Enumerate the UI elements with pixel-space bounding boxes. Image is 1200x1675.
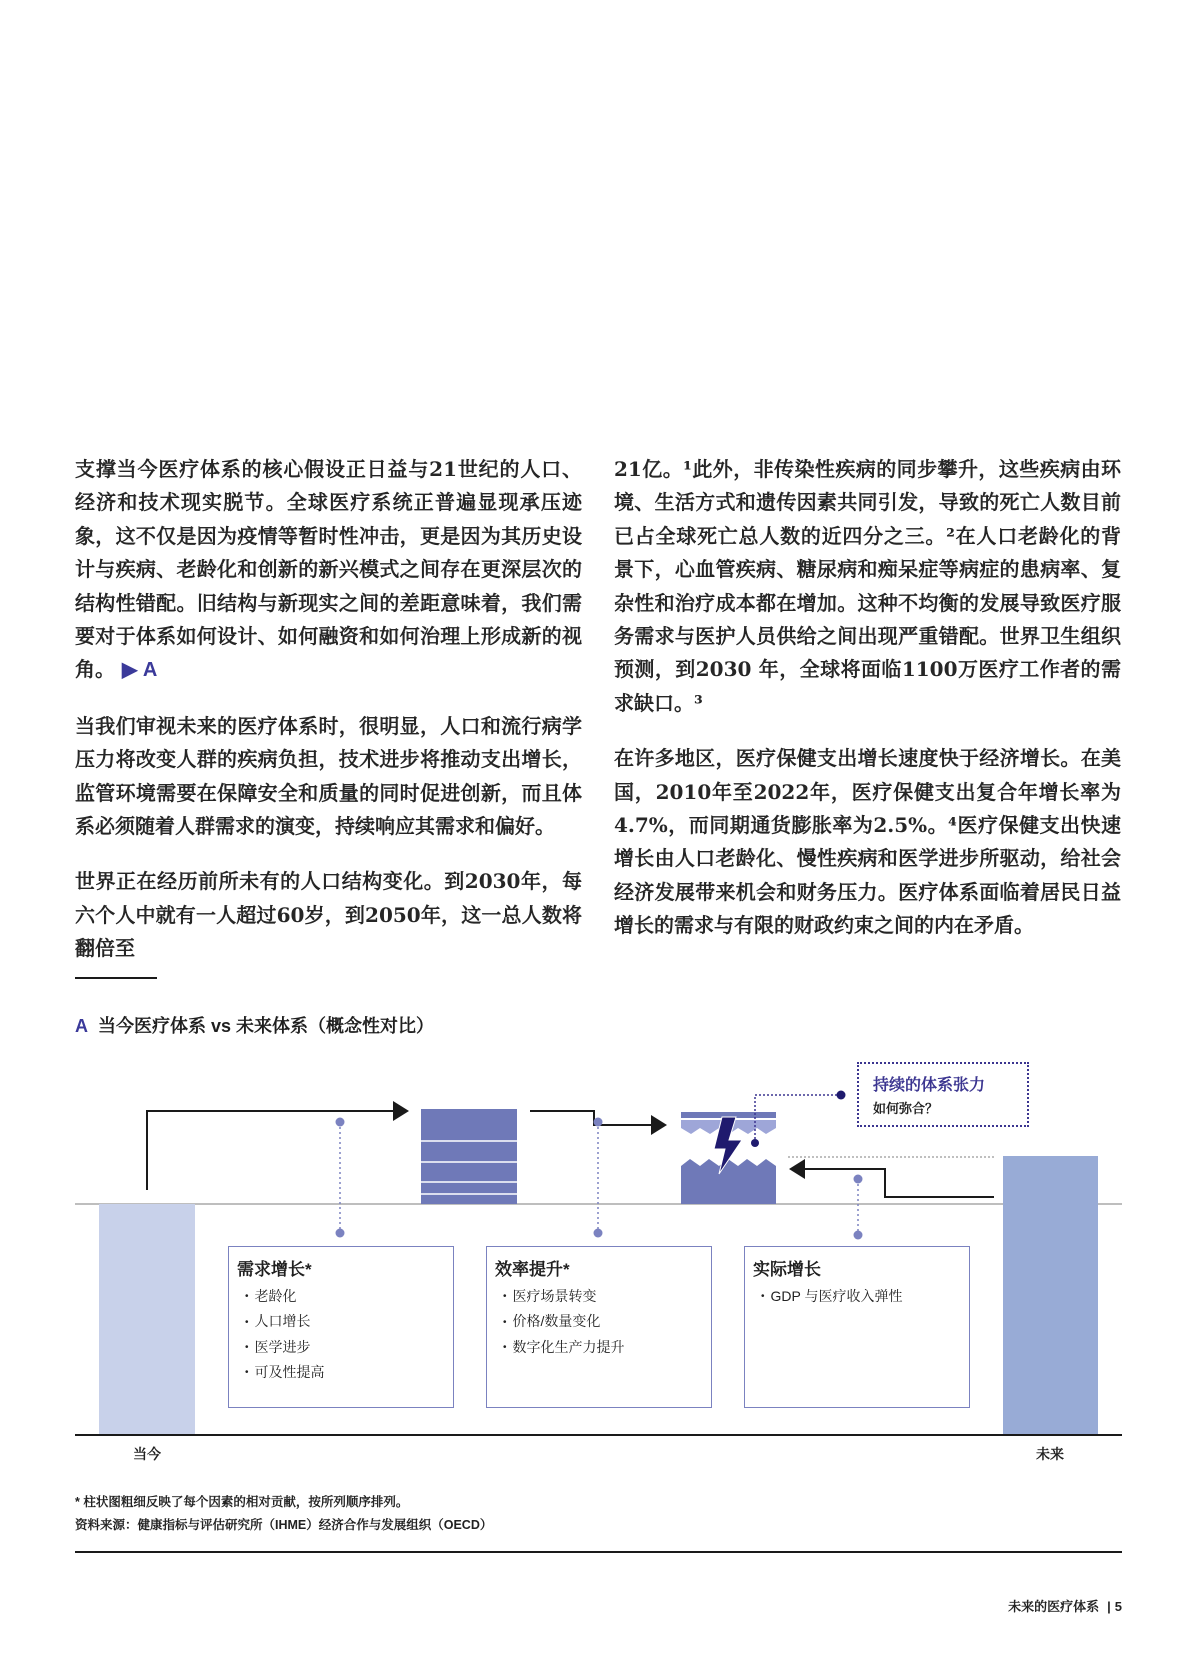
list-item: • 人口增长: [245, 1309, 445, 1334]
stacked-bar: [421, 1109, 517, 1204]
efficiency-box: 效率提升* • 医疗场景转变 • 价格/数量变化 • 数字化生产力提升: [486, 1246, 712, 1408]
paragraph: 世界正在经历前所未有的人口结构变化。到2030年，每六个人中就有一人超过60岁，到2050年，这一总人数将翻倍至: [75, 869, 582, 961]
figure-reference-link[interactable]: ▶ A: [121, 659, 158, 682]
list-item: • 数字化生产力提升: [503, 1335, 703, 1360]
page-footer: 未来的医疗体系 | 5: [1008, 1599, 1122, 1614]
list-item: • 老龄化: [245, 1284, 445, 1309]
list-item: • 医学进步: [245, 1335, 445, 1360]
future-bar: [1003, 1156, 1098, 1435]
real-growth-arrow: [791, 1169, 994, 1197]
today-bar: [99, 1204, 195, 1435]
today-label: 当今: [133, 1446, 161, 1462]
list-item: • 价格/数量变化: [503, 1309, 703, 1334]
footer-title: 未来的医疗体系: [1008, 1599, 1100, 1614]
list-item: • GDP 与医疗收入弹性: [761, 1284, 961, 1309]
source-note: 资料来源：健康指标与评估研究所（IHME）经济合作与发展组织（OECD）: [75, 1518, 493, 1532]
page-number: 5: [1114, 1599, 1122, 1614]
figure-title: A 当今医疗体系 vs 未来体系（概念性对比）: [75, 1016, 435, 1036]
paragraph: 在许多地区，医疗保健支出增长速度快于经济增长。在美国，2010年至2022年，医疗保健支出复合年增长率为4.7%，而同期通货膨胀率为2.5%。⁴医疗保健支出快速增长由人口老龄化、慢性疾病和医学进步所驱动，给社会经济发展带来机会和财务压力。医疗体系面临着居民日益增长的需求与有限的财政约束之间的内在矛盾。: [614, 746, 1121, 938]
tension-icon: [681, 1112, 776, 1204]
list-item: • 医疗场景转变: [503, 1284, 703, 1309]
future-label: 未来: [1036, 1446, 1064, 1462]
paragraph: 21亿。¹此外，非传染性疾病的同步攀升，这些疾病由环境、生活方式和遗传因素共同引发，导致的死亡人数目前已占全球死亡总人数的近四分之三。²在人口老龄化的背景下，心血管疾病、糖尿病和痴呆症等病症的患病率、复杂性和治疗成本都在增加。这种不均衡的发展导致医疗服务需求与医护人员供给之间出现严重错配。世界卫生组织预测，到2030 年，全球将面临1100万医疗工作者的需求缺口。³: [614, 457, 1121, 715]
system-tension-callout: 持续的体系张力 如何弥合？: [857, 1062, 1029, 1127]
demand-arrow: [147, 1111, 407, 1190]
paragraph: 当我们审视未来的医疗体系时，很明显，人口和流行病学压力将改变人群的疾病负担，技术进步将推动支出增长，监管环境需要在保障安全和质量的同时促进创新，而且体系必须随着人群需求的演变，持续响应其需求和偏好。: [75, 713, 582, 839]
list-item: • 可及性提高: [245, 1360, 445, 1385]
real-growth-box: 实际增长 • GDP 与医疗收入弹性: [744, 1246, 970, 1408]
paragraph: 支撑当今医疗体系的核心假设正日益与21世纪的人口、经济和技术现实脱节。全球医疗系统正普遍显现承压迹象，这不仅是因为疫情等暂时性冲击，更是因为其历史设计与疾病、老龄化和创新的新兴模式之间存在更深层次的结构性错配。旧结构与新现实之间的差距意味着，我们需要对于体系如何设计、如何融资和如何治理上形成新的视角。 ▶ A: [75, 457, 582, 682]
demand-growth-box: 需求增长* • 老龄化 • 人口增长 • 医学进步 • 可及性提高: [228, 1246, 454, 1408]
footnote: * 柱状图粗细反映了每个因素的相对贡献，按所列顺序排列。: [75, 1495, 409, 1509]
callout-connector: [755, 1095, 841, 1143]
connector-dots: [336, 1118, 863, 1240]
bottom-divider: [75, 1551, 1122, 1553]
